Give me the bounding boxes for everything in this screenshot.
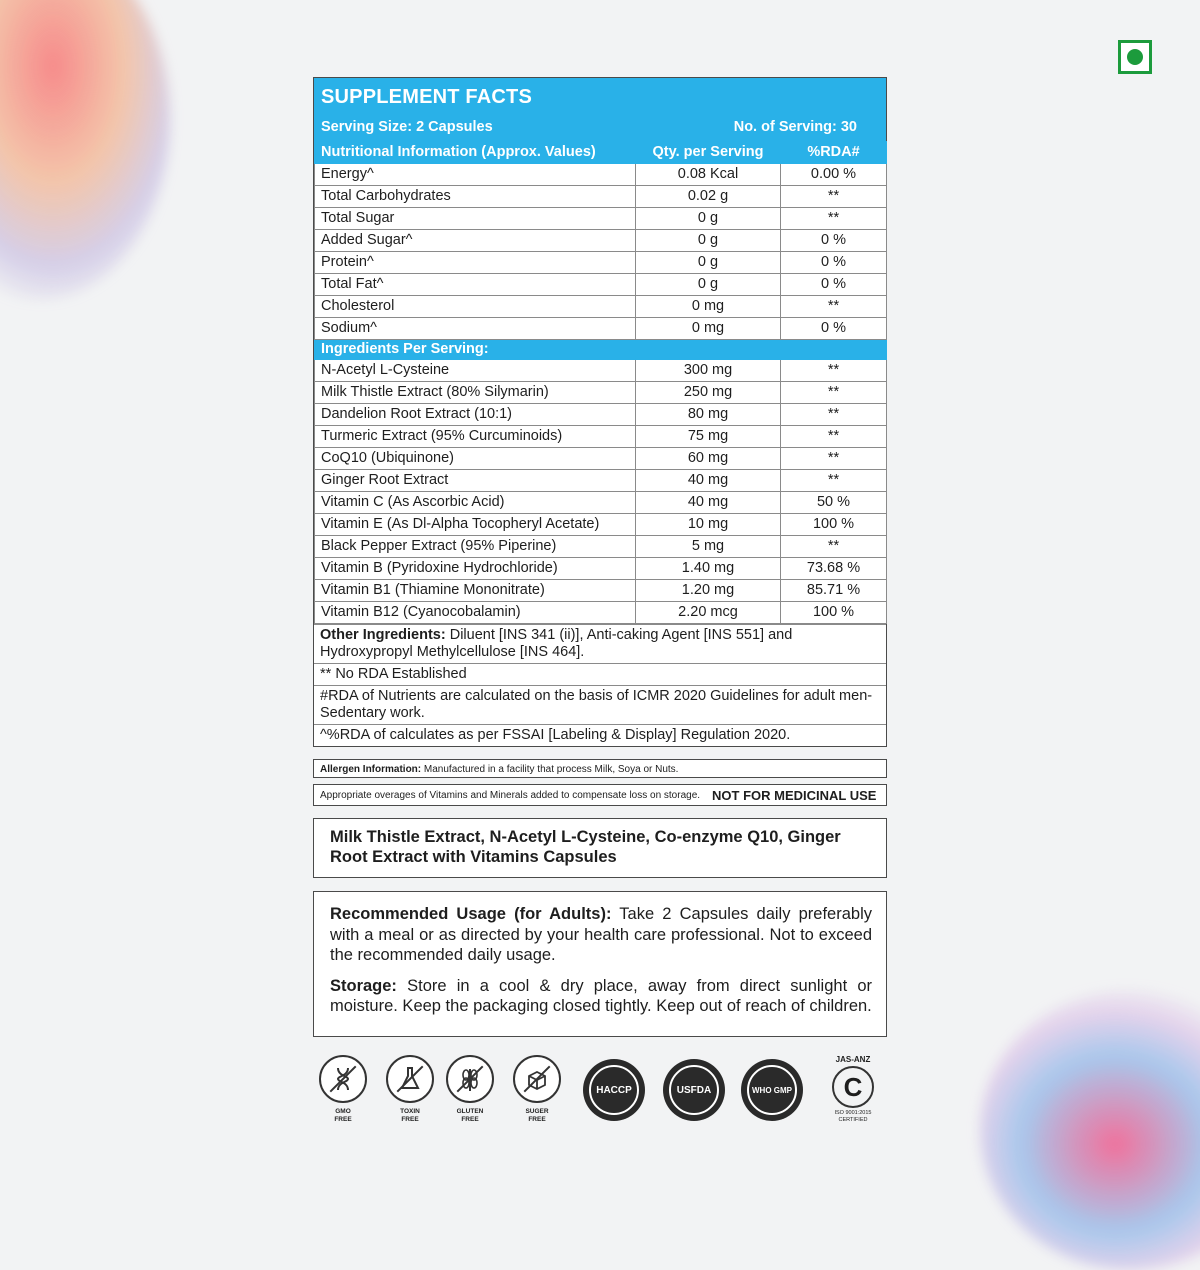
ingredient-row (315, 382, 887, 404)
allergen-info (313, 759, 887, 778)
rda-percent: 100 % (781, 514, 887, 536)
rda-percent: ** (781, 382, 887, 404)
nutrient-name: Ginger Root Extract (315, 470, 636, 492)
rda-percent: 0 % (781, 274, 887, 296)
usage-panel (313, 891, 887, 1037)
nutrient-name: Added Sugar^ (315, 230, 636, 252)
nutrition-row (315, 252, 887, 274)
rda-percent: 73.68 % (781, 558, 887, 580)
nutrition-row (315, 274, 887, 296)
jas-anz-label: JAS-ANZ (835, 1055, 871, 1064)
haccp-seal (583, 1059, 645, 1121)
ingredient-row (315, 404, 887, 426)
nutrient-name: CoQ10 (Ubiquinone) (315, 448, 636, 470)
overage-info (313, 784, 887, 806)
storage-text: Store in a cool & dry place, away from direct sunlight or moisture. Keep the packaging closed tightly. Keep out of reach of children. (330, 976, 872, 1015)
badge-line1: GMO (335, 1108, 351, 1115)
nutrition-row (315, 208, 887, 230)
note-rda-icmr: #RDA of Nutrients are calculated on the basis of ICMR 2020 Guidelines for adult men-Sedentary work. (314, 685, 886, 724)
facts-header (314, 78, 886, 141)
ingredient-row (315, 536, 887, 558)
nutrition-header-row (315, 142, 887, 164)
badge-line2: FREE (334, 1116, 352, 1123)
badge-line2: FREE (461, 1116, 479, 1123)
nutrition-row (315, 230, 887, 252)
qty-per-serving: 0.02 g (636, 186, 781, 208)
certification-mark-icon: C (832, 1066, 874, 1108)
gluten-free-badge (443, 1055, 497, 1124)
nutrition-row (315, 318, 887, 340)
ingredient-row (315, 558, 887, 580)
dna-icon (319, 1055, 367, 1103)
note-rda-fssai: ^%RDA of calculates as per FSSAI [Labeling & Display] Regulation 2020. (314, 724, 886, 746)
ingredient-row (315, 470, 887, 492)
rda-percent: 0 % (781, 252, 887, 274)
facts-title: SUPPLEMENT FACTS (321, 86, 532, 108)
ingredient-row (315, 580, 887, 602)
rda-percent: ** (781, 536, 887, 558)
usage-text: Take 2 Capsules daily preferably with a meal or as directed by your health care professional. Not to exceed the recommended daily usage. (330, 905, 872, 964)
nutrition-row (315, 186, 887, 208)
other-ingredients-text: Diluent [INS 341 (ii)], Anti-caking Agent [INS 551] and Hydroxypropyl Methylcellulose [INS 464]. (320, 627, 793, 660)
ingredient-row (315, 448, 887, 470)
overage-text: Appropriate overages of Vitamins and Minerals added to compensate loss on storage. (320, 789, 701, 801)
rda-percent: ** (781, 360, 887, 382)
nutrient-name: Vitamin B12 (Cyanocobalamin) (315, 602, 636, 624)
qty-per-serving: 0 g (636, 252, 781, 274)
paint-splash-top-left (0, 0, 170, 300)
rda-percent: 100 % (781, 602, 887, 624)
nutrient-name: N-Acetyl L-Cysteine (315, 360, 636, 382)
qty-per-serving: 0 g (636, 274, 781, 296)
servings-count: No. of Serving: 30 (733, 119, 857, 135)
qty-per-serving: 0 g (636, 230, 781, 252)
nutrient-name: Vitamin B1 (Thiamine Mononitrate) (315, 580, 636, 602)
badge-line1: GLUTEN (456, 1108, 484, 1115)
seal-label: USFDA (669, 1065, 719, 1115)
allergen-label: Allergen Information: (320, 764, 422, 775)
rda-percent: 0.00 % (781, 164, 887, 186)
note-no-rda: ** No RDA Established (314, 663, 886, 685)
ingredient-row (315, 602, 887, 624)
usage-label: Recommended Usage (for Adults): (330, 905, 612, 923)
qty-per-serving: 0 mg (636, 318, 781, 340)
header-nutrition: Nutritional Information (Approx. Values) (315, 142, 636, 164)
sugar-cube-icon (513, 1055, 561, 1103)
qty-per-serving: 80 mg (636, 404, 781, 426)
header-rda: %RDA# (781, 142, 887, 164)
qty-per-serving: 0.08 Kcal (636, 164, 781, 186)
nutrient-name: Vitamin C (As Ascorbic Acid) (315, 492, 636, 514)
qty-per-serving: 40 mg (636, 470, 781, 492)
nutrient-name: Protein^ (315, 252, 636, 274)
nutrient-name: Black Pepper Extract (95% Piperine) (315, 536, 636, 558)
badge-line1: SUGER (525, 1108, 549, 1115)
flask-icon (386, 1055, 434, 1103)
jas-anz-badge (823, 1055, 883, 1123)
rda-percent: 0 % (781, 318, 887, 340)
nutrient-name: Total Carbohydrates (315, 186, 636, 208)
rda-percent: ** (781, 404, 887, 426)
nutrient-name: Dandelion Root Extract (10:1) (315, 404, 636, 426)
rda-percent: ** (781, 296, 887, 318)
allergen-text: Manufactured in a facility that process Milk, Soya or Nuts. (421, 764, 679, 775)
vegetarian-mark-icon (1118, 40, 1152, 74)
serving-size: Serving Size: 2 Capsules (321, 119, 493, 135)
ingredient-row (315, 514, 887, 536)
storage-label: Storage: (330, 976, 397, 995)
wheat-icon (446, 1055, 494, 1103)
qty-per-serving: 75 mg (636, 426, 781, 448)
recommended-usage (330, 904, 872, 966)
rda-percent: ** (781, 186, 887, 208)
badge-line2: FREE (528, 1116, 546, 1123)
paint-splash-bottom-right (980, 990, 1200, 1270)
qty-per-serving: 40 mg (636, 492, 781, 514)
qty-per-serving: 10 mg (636, 514, 781, 536)
storage (330, 976, 872, 1017)
nutrition-row (315, 164, 887, 186)
nutrient-name: Energy^ (315, 164, 636, 186)
toxin-free-badge (383, 1055, 437, 1124)
nutrient-name: Sodium^ (315, 318, 636, 340)
nutrient-name: Cholesterol (315, 296, 636, 318)
badge-line2: FREE (401, 1116, 419, 1123)
seal-label: HACCP (589, 1065, 639, 1115)
nutrient-name: Milk Thistle Extract (80% Silymarin) (315, 382, 636, 404)
rda-percent: 0 % (781, 230, 887, 252)
supplement-facts-panel (313, 77, 887, 747)
rda-percent: ** (781, 426, 887, 448)
nutrient-name: Total Sugar (315, 208, 636, 230)
seal-label: WHO GMP (747, 1065, 797, 1115)
rda-percent: ** (781, 448, 887, 470)
nutrient-name: Turmeric Extract (95% Curcuminoids) (315, 426, 636, 448)
gmo-free-badge (316, 1055, 370, 1124)
usfda-seal (663, 1059, 725, 1121)
other-ingredients-label: Other Ingredients: (320, 627, 446, 643)
product-name: Milk Thistle Extract, N-Acetyl L-Cysteine, Co-enzyme Q10, Ginger Root Extract with Vitamins Capsules (313, 818, 887, 878)
qty-per-serving: 60 mg (636, 448, 781, 470)
nutrient-name: Vitamin E (As Dl-Alpha Tocopheryl Acetate) (315, 514, 636, 536)
rda-percent: 85.71 % (781, 580, 887, 602)
rda-percent: ** (781, 208, 887, 230)
rda-percent: 50 % (781, 492, 887, 514)
qty-per-serving: 2.20 mcg (636, 602, 781, 624)
qty-per-serving: 1.20 mg (636, 580, 781, 602)
header-qty: Qty. per Serving (636, 142, 781, 164)
serving-row (321, 119, 879, 135)
sugar-free-badge (510, 1055, 564, 1124)
who-gmp-seal (741, 1059, 803, 1121)
certification-badges (313, 1055, 887, 1127)
rda-percent: ** (781, 470, 887, 492)
nutrient-name: Total Fat^ (315, 274, 636, 296)
ingredient-row (315, 426, 887, 448)
nutrient-name: Vitamin B (Pyridoxine Hydrochloride) (315, 558, 636, 580)
vegetarian-dot (1127, 49, 1143, 65)
facts-table (314, 141, 887, 624)
qty-per-serving: 300 mg (636, 360, 781, 382)
iso-certified: ISO 9001:2015 CERTIFIED (834, 1110, 872, 1123)
qty-per-serving: 250 mg (636, 382, 781, 404)
qty-per-serving: 5 mg (636, 536, 781, 558)
ingredient-row (315, 360, 887, 382)
qty-per-serving: 0 g (636, 208, 781, 230)
qty-per-serving: 0 mg (636, 296, 781, 318)
ingredients-heading: Ingredients Per Serving: (315, 340, 887, 360)
badge-line1: TOXIN (400, 1108, 420, 1115)
ingredients-heading-row (315, 340, 887, 360)
other-ingredients (314, 624, 886, 663)
nutrition-row (315, 296, 887, 318)
not-for-medicinal-use: NOT FOR MEDICINAL USE (712, 787, 877, 803)
qty-per-serving: 1.40 mg (636, 558, 781, 580)
ingredient-row (315, 492, 887, 514)
